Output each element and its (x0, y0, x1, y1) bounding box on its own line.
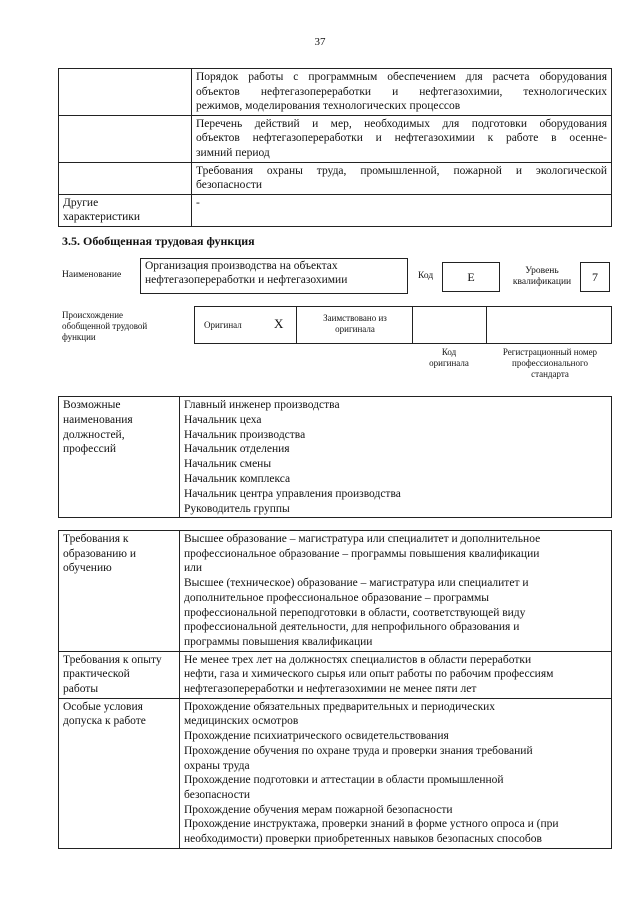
registration-caption (488, 347, 612, 380)
text-line: или (184, 562, 203, 575)
requirements-table (58, 530, 612, 849)
row-label: характеристики (63, 211, 141, 224)
registration-caption-line: Регистрационный номер (502, 347, 598, 357)
page-number: 37 (314, 36, 326, 48)
row-label: практической (63, 668, 130, 681)
level-label (506, 266, 578, 288)
text-line: Прохождение подготовки и аттестации в области промышленной (184, 774, 504, 787)
text-line: режимов, моделирования технологических процессов (196, 100, 461, 113)
row-label: образованию и (63, 547, 136, 560)
experience-text-cell (180, 651, 612, 698)
text-line: охраны труда (184, 759, 250, 772)
text-line: программы повышения квалификации (184, 635, 373, 648)
text-line: медицинских осмотров (184, 715, 299, 728)
row-label: обучению (63, 562, 112, 575)
table-cell-text (192, 162, 612, 194)
text-line: безопасности (184, 788, 251, 801)
text-line: безопасности (196, 179, 263, 192)
original-label: Оригинал (204, 320, 242, 330)
table-cell-label (59, 194, 192, 226)
table-cell-text: - (192, 194, 612, 226)
positions-table (58, 396, 612, 518)
origin-label-line: функции (62, 332, 96, 342)
text-line: Прохождение обучения мерам пожарной безопасности (184, 803, 453, 816)
text-line: Высшее образование – магистратура или специалитет и дополнительное (184, 533, 541, 545)
text-line: Прохождение инструктажа, проверки знаний в форме устного опроса и (при (184, 818, 559, 831)
table-row (59, 69, 612, 116)
text-line: Перечень действий и мер, необходимых для подготовки оборудования (196, 117, 607, 130)
list-item: Главный инженер производства (184, 399, 340, 411)
row-label: Другие (63, 196, 99, 209)
list-item: Начальник производства (184, 428, 306, 441)
level-value-box: 7 (580, 262, 610, 292)
borrowed-label-line: Заимствовано из (323, 313, 387, 323)
origin-divider (412, 306, 413, 344)
list-item: Начальник центра управления производства (184, 487, 401, 500)
text-line: профессиональной переподготовки в области, соответствующей виду (184, 606, 526, 619)
positions-list-cell (180, 397, 612, 518)
naming-label: Наименование (62, 270, 122, 280)
original-mark: X (274, 316, 284, 331)
code-caption-line: оригинала (429, 358, 469, 368)
borrowed-label-line: оригинала (335, 324, 375, 334)
origin-label (62, 310, 147, 343)
list-item: Начальник смены (184, 458, 272, 471)
table-row (59, 531, 612, 652)
origin-divider (296, 306, 297, 344)
registration-caption-line: стандарта (531, 369, 569, 379)
code-label: Код (418, 271, 434, 281)
registration-caption-line: профессионального (512, 358, 588, 368)
level-label-line: Уровень (525, 266, 559, 276)
education-label-cell (59, 531, 180, 652)
table-cell-empty (59, 162, 192, 194)
code-caption-line: Код (441, 347, 457, 357)
education-text-cell (180, 531, 612, 652)
positions-label-cell (59, 397, 180, 518)
origin-label-line: Происхождение (62, 310, 124, 320)
table-cell-empty (59, 69, 192, 116)
borrowed-label (300, 313, 410, 335)
origin-divider (486, 306, 487, 344)
row-label: должностей, (63, 428, 125, 441)
level-label-line: квалификации (512, 277, 572, 287)
list-item: Начальник отделения (184, 443, 290, 456)
naming-value-line: Организация производства на объектах (145, 260, 338, 272)
text-line: Требования охраны труда, промышленной, пожарной и экологической (196, 164, 607, 177)
table-row (59, 162, 612, 194)
text-line: Порядок работы с программным обеспечением для расчета оборудования (196, 71, 607, 83)
text-line: Прохождение обучения по охране труда и проверки знания требований (184, 744, 533, 757)
row-label: наименования (63, 413, 133, 426)
code-caption (412, 347, 486, 369)
text-line: необходимости) проверки приобретенных навыков безопасных способов (184, 833, 542, 846)
code-value-box: E (442, 262, 500, 292)
naming-value-box (140, 258, 408, 294)
origin-label-line: обобщенной трудовой (62, 321, 148, 331)
text-line: зимний период (196, 146, 270, 159)
text-line: нефти, газа и химического сырья или опыт работы по рабочим профессиям (184, 668, 554, 681)
admission-label-cell (59, 698, 180, 848)
row-label: работы (63, 683, 99, 696)
text-line: Прохождение обязательных предварительных и периодических (184, 700, 496, 713)
row-label: Особые условия (63, 700, 143, 713)
list-item: Руководитель группы (184, 502, 290, 515)
table-row (59, 397, 612, 518)
row-label: допуска к работе (63, 715, 146, 728)
text-line: объектов нефтегазопереработки и нефтегазохимии к работе в осенне- (196, 132, 607, 145)
knowledge-table (58, 68, 612, 227)
table-row (59, 651, 612, 698)
list-item: Начальник цеха (184, 413, 262, 426)
row-label: Требования к опыту (63, 653, 162, 666)
text-line: Высшее (техническое) образование – магистратура или специалитет и (184, 577, 529, 590)
row-label: профессий (63, 443, 117, 456)
text-line: дополнительное профессиональное образование – программы (184, 591, 489, 604)
table-row (59, 115, 612, 162)
text-line: Не менее трех лет на должностях специалистов в области переработки (184, 653, 532, 666)
text-line: профессиональное образование – программы повышения квалификации (184, 547, 540, 560)
admission-text-cell (180, 698, 612, 848)
table-cell-text (192, 115, 612, 162)
table-cell-empty (59, 115, 192, 162)
text-line: нефтегазопереработки и нефтегазохимии не менее пяти лет (184, 683, 477, 696)
list-item: Начальник комплекса (184, 472, 291, 485)
table-cell-text (192, 69, 612, 116)
row-label: Возможные (63, 399, 121, 411)
text-line: объектов нефтегазопереработки и нефтегазохимии, технологических (196, 85, 607, 98)
text-line: Прохождение психиатрического освидетельствования (184, 730, 449, 743)
table-row (59, 698, 612, 848)
section-title: 3.5. Обобщенная трудовая функция (62, 234, 255, 248)
table-row (59, 194, 612, 226)
row-label: Требования к (63, 533, 129, 545)
naming-value-line: нефтегазопереработки и нефтегазохимии (145, 273, 348, 286)
text-line: профессиональной деятельности, для непрофильного образования и (184, 621, 520, 634)
experience-label-cell (59, 651, 180, 698)
